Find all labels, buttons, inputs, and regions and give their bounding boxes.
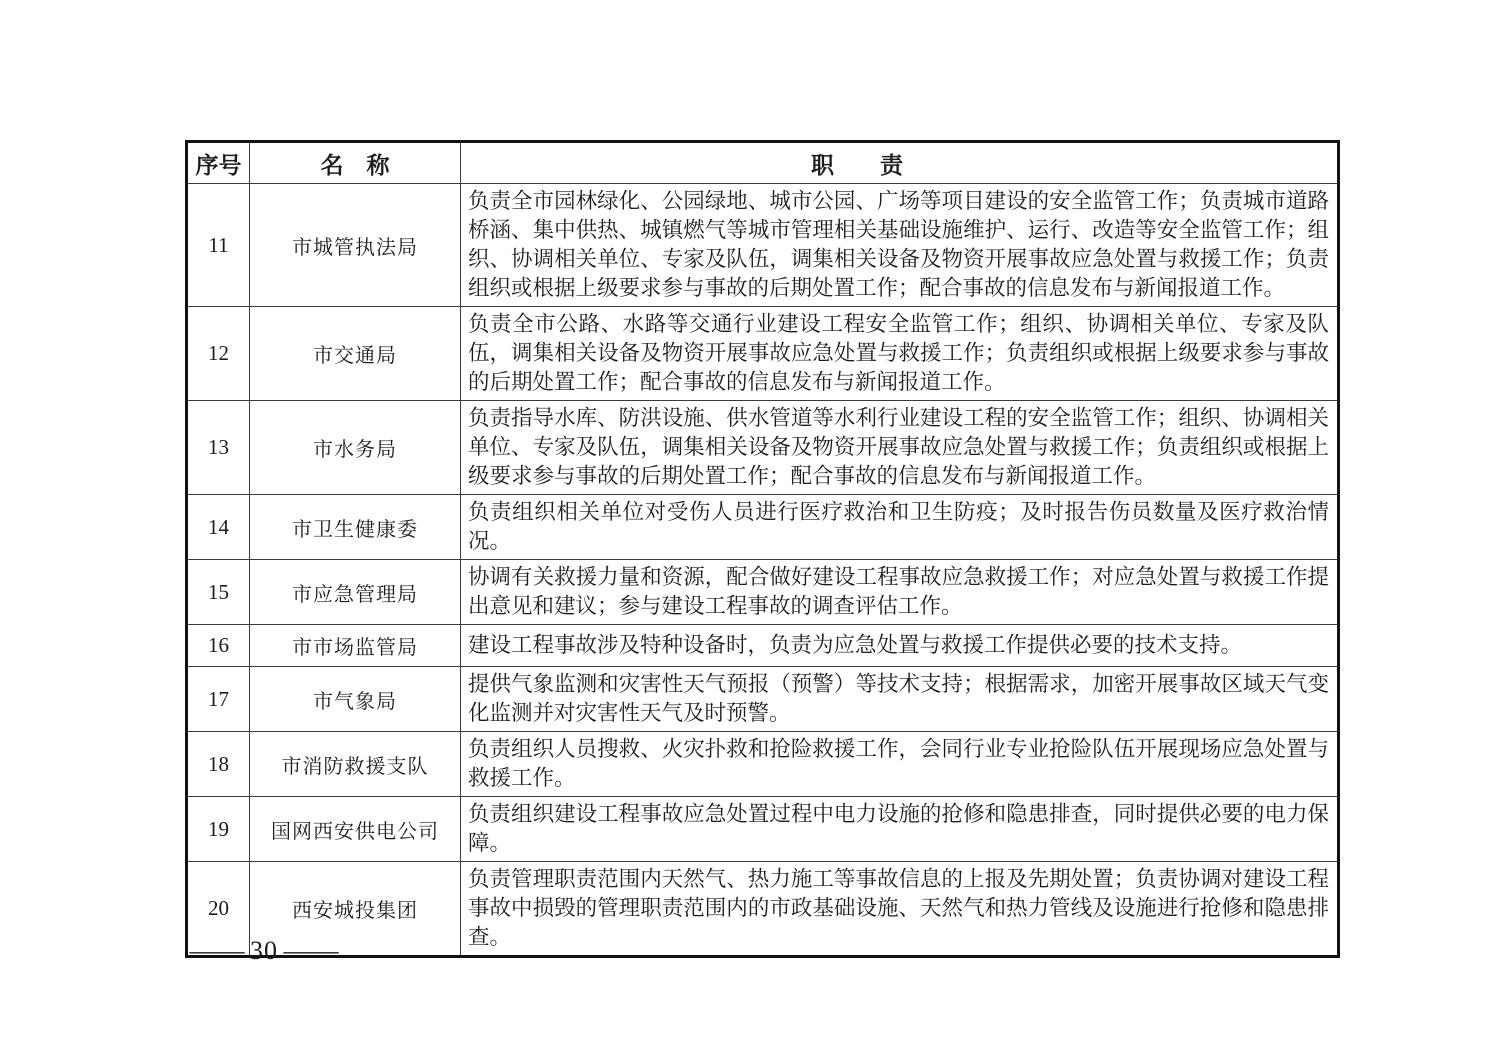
table-row [187, 184, 1339, 307]
duty-cell: 负责全市园林绿化、公园绿地、城市公园、广场等项目建设的安全监管工作；负责城市道路桥涵、集中供热、城镇燃气等城市管理相关基础设施维护、运行、改造等安全监管工作；组织、协调相关单位、专家及队伍，调集相关设备及物资开展事故应急处置与救援工作；负责组织或根据上级要求参与事故的后期处置工作；配合事故的信息发布与新闻报道工作。 [461, 184, 1339, 307]
serial-number-cell: 14 [187, 495, 250, 560]
page-number [189, 936, 339, 966]
org-name-cell: 西安城投集团 [250, 862, 461, 957]
duty-cell: 负责组织相关单位对受伤人员进行医疗救治和卫生防疫；及时报告伤员数量及医疗救治情况。 [461, 495, 1339, 560]
org-name-cell: 市交通局 [250, 307, 461, 401]
serial-number-cell: 12 [187, 307, 250, 401]
table-row [187, 625, 1339, 667]
column-header-serial-number: 序号 [187, 142, 250, 184]
duty-cell: 负责全市公路、水路等交通行业建设工程安全监管工作；组织、协调相关单位、专家及队伍，调集相关设备及物资开展事故应急处置与救援工作；负责组织或根据上级要求参与事故的后期处置工作；配合事故的信息发布与新闻报道工作。 [461, 307, 1339, 401]
duty-cell: 协调有关救援力量和资源，配合做好建设工程事故应急救援工作；对应急处置与救援工作提出意见和建议；参与建设工程事故的调查评估工作。 [461, 560, 1339, 625]
page-number-value: 30 [250, 936, 278, 965]
org-name-cell: 市市场监管局 [250, 625, 461, 667]
page-number-left-dash: — [189, 936, 245, 965]
table-row [187, 732, 1339, 797]
table-row [187, 307, 1339, 401]
duty-cell: 负责管理职责范围内天然气、热力施工等事故信息的上报及先期处置；负责协调对建设工程事故中损毁的管理职责范围内的市政基础设施、天然气和热力管线及设施进行抢修和隐患排查。 [461, 862, 1339, 957]
table-row [187, 667, 1339, 732]
serial-number-cell: 20 [187, 862, 250, 957]
serial-number-cell: 11 [187, 184, 250, 307]
table-row [187, 401, 1339, 495]
org-name-cell: 市水务局 [250, 401, 461, 495]
responsibility-table [185, 140, 1340, 958]
org-name-cell: 市气象局 [250, 667, 461, 732]
table-row [187, 560, 1339, 625]
serial-number-cell: 15 [187, 560, 250, 625]
org-name-cell: 市应急管理局 [250, 560, 461, 625]
page-number-right-dash: — [283, 936, 339, 965]
duty-cell: 建设工程事故涉及特种设备时，负责为应急处置与救援工作提供必要的技术支持。 [461, 625, 1339, 667]
table-row [187, 797, 1339, 862]
serial-number-cell: 17 [187, 667, 250, 732]
duty-cell: 负责指导水库、防洪设施、供水管道等水利行业建设工程的安全监管工作；组织、协调相关单位、专家及队伍，调集相关设备及物资开展事故应急处置与救援工作；负责组织或根据上级要求参与事故的后期处置工作；配合事故的信息发布与新闻报道工作。 [461, 401, 1339, 495]
duty-cell: 提供气象监测和灾害性天气预报（预警）等技术支持；根据需求，加密开展事故区域天气变化监测并对灾害性天气及时预警。 [461, 667, 1339, 732]
org-name-cell: 市城管执法局 [250, 184, 461, 307]
org-name-cell: 市卫生健康委 [250, 495, 461, 560]
serial-number-cell: 13 [187, 401, 250, 495]
org-name-cell: 市消防救援支队 [250, 732, 461, 797]
table-row [187, 495, 1339, 560]
table-header-row [187, 142, 1339, 184]
duty-cell: 负责组织建设工程事故应急处置过程中电力设施的抢修和隐患排查，同时提供必要的电力保障。 [461, 797, 1339, 862]
column-header-duty: 职 责 [461, 142, 1339, 184]
column-header-name: 名 称 [250, 142, 461, 184]
serial-number-cell: 16 [187, 625, 250, 667]
table-row [187, 862, 1339, 957]
serial-number-cell: 18 [187, 732, 250, 797]
serial-number-cell: 19 [187, 797, 250, 862]
org-name-cell: 国网西安供电公司 [250, 797, 461, 862]
duty-cell: 负责组织人员搜救、火灾扑救和抢险救援工作，会同行业专业抢险队伍开展现场应急处置与救援工作。 [461, 732, 1339, 797]
